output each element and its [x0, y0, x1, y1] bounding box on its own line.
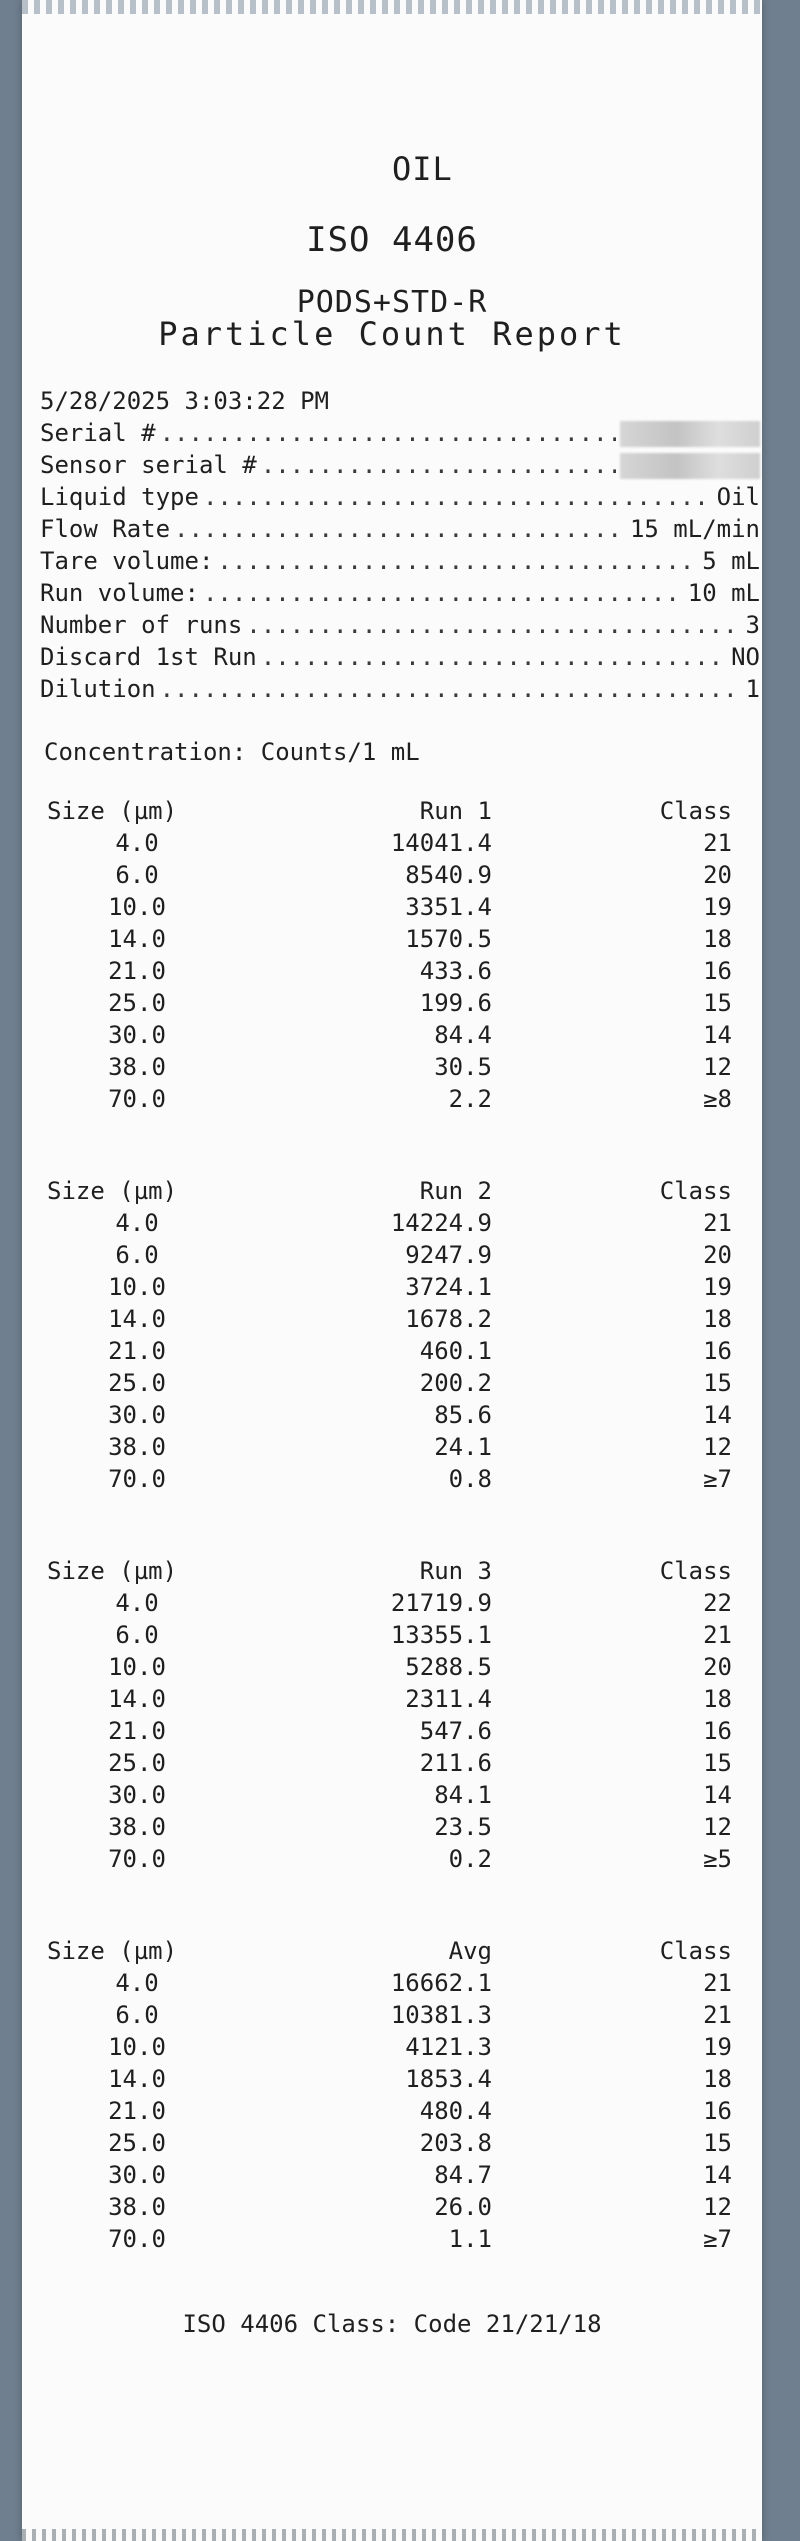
standard-title: ISO 4406	[306, 220, 478, 260]
table-row	[22, 1967, 762, 1999]
table-row	[22, 1207, 762, 1239]
run-volume-row	[40, 577, 760, 609]
size-cell: 21.0	[108, 957, 166, 985]
size-cell: 25.0	[108, 989, 166, 1017]
value-cell: 30.5	[434, 1053, 492, 1081]
table-row	[22, 1715, 762, 1747]
table-row	[22, 2223, 762, 2255]
class-header: Class	[659, 1177, 732, 1205]
value-cell: 4121.3	[405, 2033, 492, 2061]
size-cell: 14.0	[108, 1305, 166, 1333]
value-cell: 547.6	[419, 1717, 492, 1745]
value-header: Run 3	[419, 1557, 492, 1585]
liquid-type-label: Liquid type	[40, 483, 199, 511]
table-row	[22, 2191, 762, 2223]
value-cell: 13355.1	[390, 1621, 492, 1649]
number-of-runs-value: 3	[745, 611, 760, 639]
table-row	[22, 1619, 762, 1651]
value-cell: 1.1	[448, 2225, 492, 2253]
number-of-runs-label: Number of runs	[40, 611, 243, 639]
value-cell: 14224.9	[390, 1209, 492, 1237]
torn-top-edge	[22, 0, 762, 14]
value-cell: 24.1	[434, 1433, 492, 1461]
table-row	[22, 2127, 762, 2159]
class-cell: 16	[703, 1717, 732, 1745]
table-row	[22, 1779, 762, 1811]
table-row	[22, 1747, 762, 1779]
value-cell: 211.6	[419, 1749, 492, 1777]
value-cell: 2311.4	[405, 1685, 492, 1713]
torn-bottom-edge	[22, 2529, 762, 2541]
table-row	[22, 1271, 762, 1303]
class-cell: 20	[703, 861, 732, 889]
value-cell: 14041.4	[390, 829, 492, 857]
class-cell: 16	[703, 2097, 732, 2125]
discard-label: Discard 1st Run	[40, 643, 257, 671]
value-cell: 23.5	[434, 1813, 492, 1841]
size-cell: 38.0	[108, 1053, 166, 1081]
class-cell: ≥7	[703, 1465, 732, 1493]
class-cell: 16	[703, 957, 732, 985]
table-row	[22, 827, 762, 859]
liquid-type-value: Oil	[716, 483, 760, 511]
size-cell: 70.0	[108, 1845, 166, 1873]
size-cell: 6.0	[115, 2001, 159, 2029]
value-cell: 1678.2	[405, 1305, 492, 1333]
value-cell: 203.8	[419, 2129, 492, 2157]
tare-volume-value: 5 mL	[702, 547, 760, 575]
class-cell: 15	[703, 2129, 732, 2157]
table-row	[22, 1367, 762, 1399]
table-row	[22, 2063, 762, 2095]
class-cell: 21	[703, 1209, 732, 1237]
class-cell: 20	[703, 1241, 732, 1269]
value-cell: 8540.9	[405, 861, 492, 889]
run-1-table	[22, 795, 762, 1115]
class-cell: 21	[703, 829, 732, 857]
size-cell: 30.0	[108, 1781, 166, 1809]
value-cell: 5288.5	[405, 1653, 492, 1681]
fluid-label: OIL	[392, 150, 453, 188]
value-cell: 1853.4	[405, 2065, 492, 2093]
table-row	[22, 1463, 762, 1495]
dilution-row	[40, 673, 760, 705]
class-cell: 21	[703, 2001, 732, 2029]
size-cell: 14.0	[108, 2065, 166, 2093]
value-cell: 84.7	[434, 2161, 492, 2189]
table-row	[22, 955, 762, 987]
class-cell: 15	[703, 1369, 732, 1397]
size-header: Size (µm)	[47, 1557, 178, 1585]
class-cell: 19	[703, 2033, 732, 2061]
sensor-serial-row	[40, 449, 760, 481]
size-header: Size (µm)	[47, 1177, 178, 1205]
size-cell: 10.0	[108, 893, 166, 921]
value-header: Run 1	[419, 797, 492, 825]
value-cell: 84.4	[434, 1021, 492, 1049]
size-cell: 70.0	[108, 1465, 166, 1493]
run-3-table	[22, 1555, 762, 1875]
run-volume-label: Run volume:	[40, 579, 199, 607]
table-row	[22, 1587, 762, 1619]
size-cell: 30.0	[108, 2161, 166, 2189]
liquid-type-row	[40, 481, 760, 513]
value-cell: 16662.1	[390, 1969, 492, 1997]
class-cell: 18	[703, 2065, 732, 2093]
receipt-paper	[22, 0, 762, 2541]
class-cell: 18	[703, 925, 732, 953]
flow-rate-row	[40, 513, 760, 545]
size-cell: 38.0	[108, 2193, 166, 2221]
table-row	[22, 1051, 762, 1083]
sensor-serial-label: Sensor serial #	[40, 451, 257, 479]
table-row	[22, 1683, 762, 1715]
size-cell: 70.0	[108, 2225, 166, 2253]
class-cell: 22	[703, 1589, 732, 1617]
value-cell: 0.2	[448, 1845, 492, 1873]
dilution-label: Dilution	[40, 675, 156, 703]
value-cell: 433.6	[419, 957, 492, 985]
class-cell: 14	[703, 1401, 732, 1429]
size-cell: 30.0	[108, 1401, 166, 1429]
size-cell: 21.0	[108, 2097, 166, 2125]
size-cell: 14.0	[108, 1685, 166, 1713]
value-cell: 480.4	[419, 2097, 492, 2125]
size-cell: 14.0	[108, 925, 166, 953]
class-cell: ≥7	[703, 2225, 732, 2253]
value-cell: 3351.4	[405, 893, 492, 921]
info-section	[40, 385, 760, 705]
concentration-units: Concentration: Counts/1 mL	[44, 738, 420, 766]
class-cell: 12	[703, 1433, 732, 1461]
size-cell: 25.0	[108, 1749, 166, 1777]
size-cell: 25.0	[108, 1369, 166, 1397]
value-header: Avg	[448, 1937, 492, 1965]
size-cell: 38.0	[108, 1433, 166, 1461]
class-cell: 15	[703, 989, 732, 1017]
flow-rate-label: Flow Rate	[40, 515, 171, 543]
table-row	[22, 1239, 762, 1271]
table-row	[22, 1083, 762, 1115]
table-row	[22, 859, 762, 891]
iso-class-code: ISO 4406 Class: Code 21/21/18	[182, 2310, 602, 2338]
class-cell: 21	[703, 1969, 732, 1997]
device-name: PODS+STD-R	[296, 285, 488, 320]
run-2-table	[22, 1175, 762, 1495]
table-header	[22, 1175, 762, 1207]
size-cell: 38.0	[108, 1813, 166, 1841]
size-cell: 21.0	[108, 1337, 166, 1365]
table-row	[22, 923, 762, 955]
class-cell: ≥5	[703, 1845, 732, 1873]
table-row	[22, 2159, 762, 2191]
class-header: Class	[659, 1937, 732, 1965]
size-cell: 4.0	[115, 1209, 159, 1237]
value-cell: 21719.9	[390, 1589, 492, 1617]
class-cell: 14	[703, 2161, 732, 2189]
class-cell: ≥8	[703, 1085, 732, 1113]
table-row	[22, 2031, 762, 2063]
tare-volume-label: Tare volume:	[40, 547, 214, 575]
value-cell: 199.6	[419, 989, 492, 1017]
discard-value: NO	[731, 643, 760, 671]
table-row	[22, 1651, 762, 1683]
value-cell: 10381.3	[390, 2001, 492, 2029]
class-header: Class	[659, 797, 732, 825]
sensor-serial-value-redacted	[620, 449, 760, 481]
table-row	[22, 1431, 762, 1463]
table-header	[22, 795, 762, 827]
table-row	[22, 1303, 762, 1335]
table-row	[22, 2095, 762, 2127]
class-cell: 12	[703, 1053, 732, 1081]
size-cell: 30.0	[108, 1021, 166, 1049]
value-cell: 2.2	[448, 1085, 492, 1113]
size-cell: 10.0	[108, 1653, 166, 1681]
report-title: Particle Count Report	[158, 315, 626, 353]
table-header	[22, 1935, 762, 1967]
value-cell: 26.0	[434, 2193, 492, 2221]
class-cell: 21	[703, 1621, 732, 1649]
size-cell: 4.0	[115, 1969, 159, 1997]
size-cell: 25.0	[108, 2129, 166, 2157]
number-of-runs-row	[40, 609, 760, 641]
serial-label: Serial #	[40, 419, 156, 447]
dilution-value: 1	[745, 675, 760, 703]
serial-row	[40, 417, 760, 449]
value-cell: 0.8	[448, 1465, 492, 1493]
timestamp-row	[40, 385, 760, 417]
discard-row	[40, 641, 760, 673]
value-cell: 85.6	[434, 1401, 492, 1429]
class-cell: 12	[703, 1813, 732, 1841]
size-cell: 4.0	[115, 829, 159, 857]
tare-volume-row	[40, 545, 760, 577]
flow-rate-value: 15 mL/min	[629, 515, 760, 543]
class-cell: 18	[703, 1685, 732, 1713]
table-row	[22, 1399, 762, 1431]
class-cell: 14	[703, 1021, 732, 1049]
size-cell: 10.0	[108, 2033, 166, 2061]
table-row	[22, 1811, 762, 1843]
value-cell: 84.1	[434, 1781, 492, 1809]
size-cell: 4.0	[115, 1589, 159, 1617]
value-cell: 1570.5	[405, 925, 492, 953]
run-volume-value: 10 mL	[687, 579, 760, 607]
value-cell: 3724.1	[405, 1273, 492, 1301]
class-cell: 12	[703, 2193, 732, 2221]
table-row	[22, 1335, 762, 1367]
table-header	[22, 1555, 762, 1587]
size-cell: 6.0	[115, 1621, 159, 1649]
class-cell: 20	[703, 1653, 732, 1681]
value-header: Run 2	[419, 1177, 492, 1205]
class-cell: 16	[703, 1337, 732, 1365]
value-cell: 9247.9	[405, 1241, 492, 1269]
class-cell: 19	[703, 893, 732, 921]
size-cell: 10.0	[108, 1273, 166, 1301]
table-row	[22, 1843, 762, 1875]
size-cell: 6.0	[115, 1241, 159, 1269]
class-cell: 14	[703, 1781, 732, 1809]
value-cell: 200.2	[419, 1369, 492, 1397]
size-cell: 70.0	[108, 1085, 166, 1113]
table-row	[22, 1019, 762, 1051]
average-table	[22, 1935, 762, 2255]
size-header: Size (µm)	[47, 797, 178, 825]
serial-value-redacted	[620, 417, 760, 449]
size-header: Size (µm)	[47, 1937, 178, 1965]
class-cell: 19	[703, 1273, 732, 1301]
size-cell: 21.0	[108, 1717, 166, 1745]
class-header: Class	[659, 1557, 732, 1585]
class-cell: 18	[703, 1305, 732, 1333]
timestamp: 5/28/2025 3:03:22 PM	[40, 387, 329, 415]
table-row	[22, 987, 762, 1019]
table-row	[22, 1999, 762, 2031]
class-cell: 15	[703, 1749, 732, 1777]
table-row	[22, 891, 762, 923]
value-cell: 460.1	[419, 1337, 492, 1365]
size-cell: 6.0	[115, 861, 159, 889]
